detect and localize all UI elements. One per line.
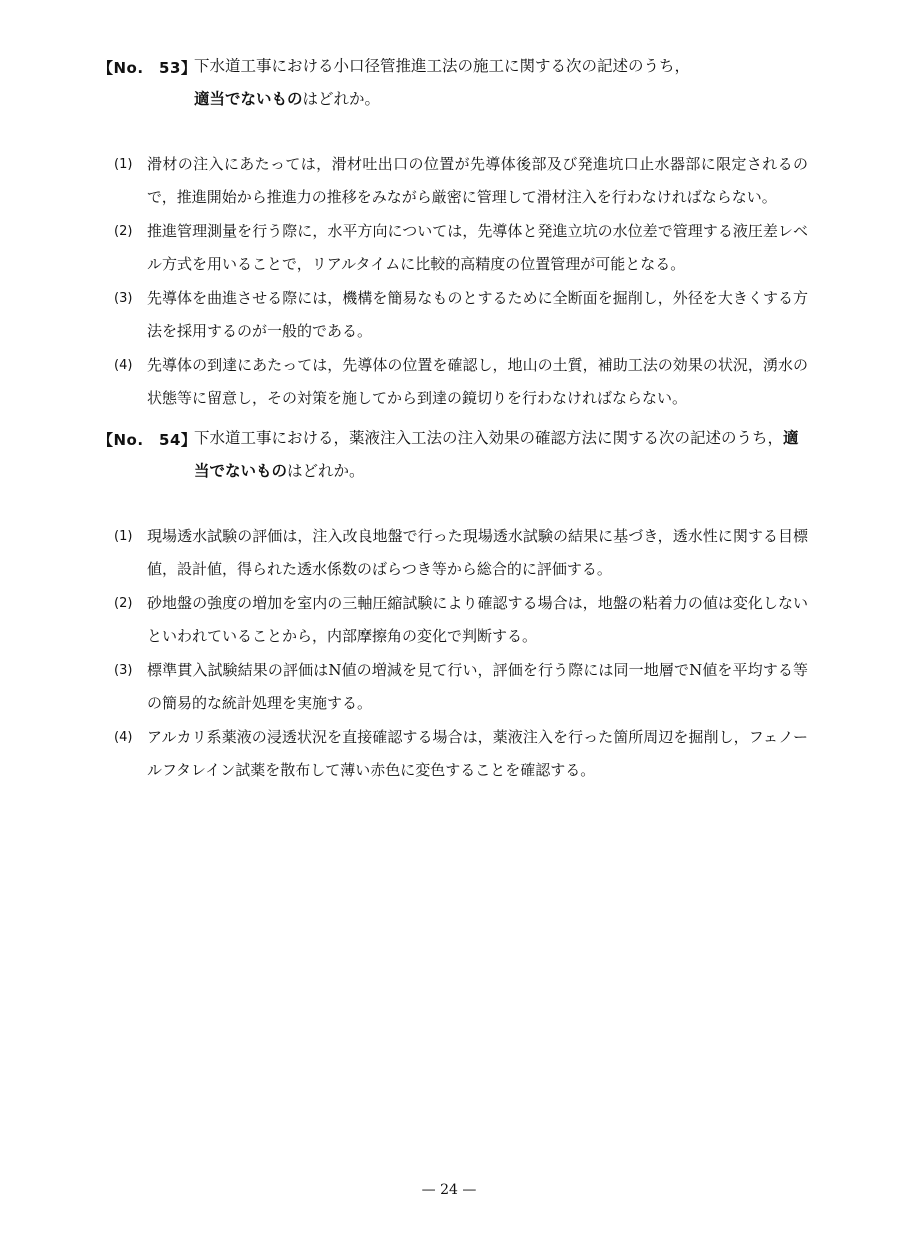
question-text-after: はどれか。 [287,462,365,480]
option-text: 現場透水試験の評価は，注入改良地盤で行った現場透水試験の結果に基づき，透水性に関する目標値，設計値，得られた透水係数のばらつき等から総合的に評価する。 [147,527,808,578]
option-text: 砂地盤の強度の増加を室内の三軸圧縮試験により確認する場合は，地盤の粘着力の値は変化しないといわれていることから，内部摩擦角の変化で判断する。 [147,594,808,645]
option-list [98,520,808,787]
question-text-after: はどれか。 [302,90,381,108]
question-text [194,50,808,116]
option-list [98,148,808,415]
question-number: 【No. 53】 [98,59,197,77]
question-emphasis: 適当でないもの [194,90,303,108]
option-4 [98,721,808,787]
option-number: (2) [114,596,133,611]
option-2 [98,587,808,653]
option-1 [98,520,808,586]
option-number: (2) [114,224,133,239]
question-54 [98,422,808,788]
option-3 [98,282,808,348]
option-text: 先導体を曲進させる際には，機構を簡易なものとするために全断面を掘削し，外径を大きくする方法を採用するのが一般的である。 [147,289,808,340]
question-text-before: 下水道工事における小口径管推進工法の施工に関する次の記述のうち， [194,57,691,75]
option-number: (3) [114,663,133,678]
option-2 [98,215,808,281]
question-text [194,422,808,488]
option-text: 先導体の到達にあたっては，先導体の位置を確認し，地山の土質，補助工法の効果の状況，湧水の状態等に留意し，その対策を施してから到達の鏡切りを行わなければならない。 [147,356,808,407]
option-3 [98,654,808,720]
option-text: アルカリ系薬液の浸透状況を直接確認する場合は，薬液注入を行った箇所周辺を掘削し，フェノールフタレイン試薬を散布して薄い赤色に変色することを確認する。 [147,728,808,779]
question-header [98,50,808,116]
option-number: (3) [114,291,133,306]
option-1 [98,148,808,214]
option-4 [98,349,808,415]
question-number: 【No. 54】 [98,431,197,449]
option-text: 推進管理測量を行う際に，水平方向については，先導体と発進立坑の水位差で管理する液圧差レベル方式を用いることで，リアルタイムに比較的高精度の位置管理が可能となる。 [147,222,808,273]
option-number: (1) [114,157,133,172]
option-number: (4) [114,730,133,745]
question-53 [98,50,808,416]
page-number: — 24 — [421,1182,477,1198]
option-text: 標準貫入試験結果の評価はN値の増減を見て行い，評価を行う際には同一地層でN値を平均する等の簡易的な統計処理を実施する。 [147,661,808,712]
question-text-before: 下水道工事における，薬液注入工法の注入効果の確認方法に関する次の記述のうち， [194,429,784,447]
option-text: 滑材の注入にあたっては，滑材吐出口の位置が先導体後部及び発進坑口止水器部に限定されるので，推進開始から推進力の推移をみながら厳密に管理して滑材注入を行わなければならない。 [147,155,808,206]
question-header [98,422,808,488]
question-emphasis: 適当でないもの [194,429,799,480]
option-number: (4) [114,358,133,373]
option-number: (1) [114,529,133,544]
